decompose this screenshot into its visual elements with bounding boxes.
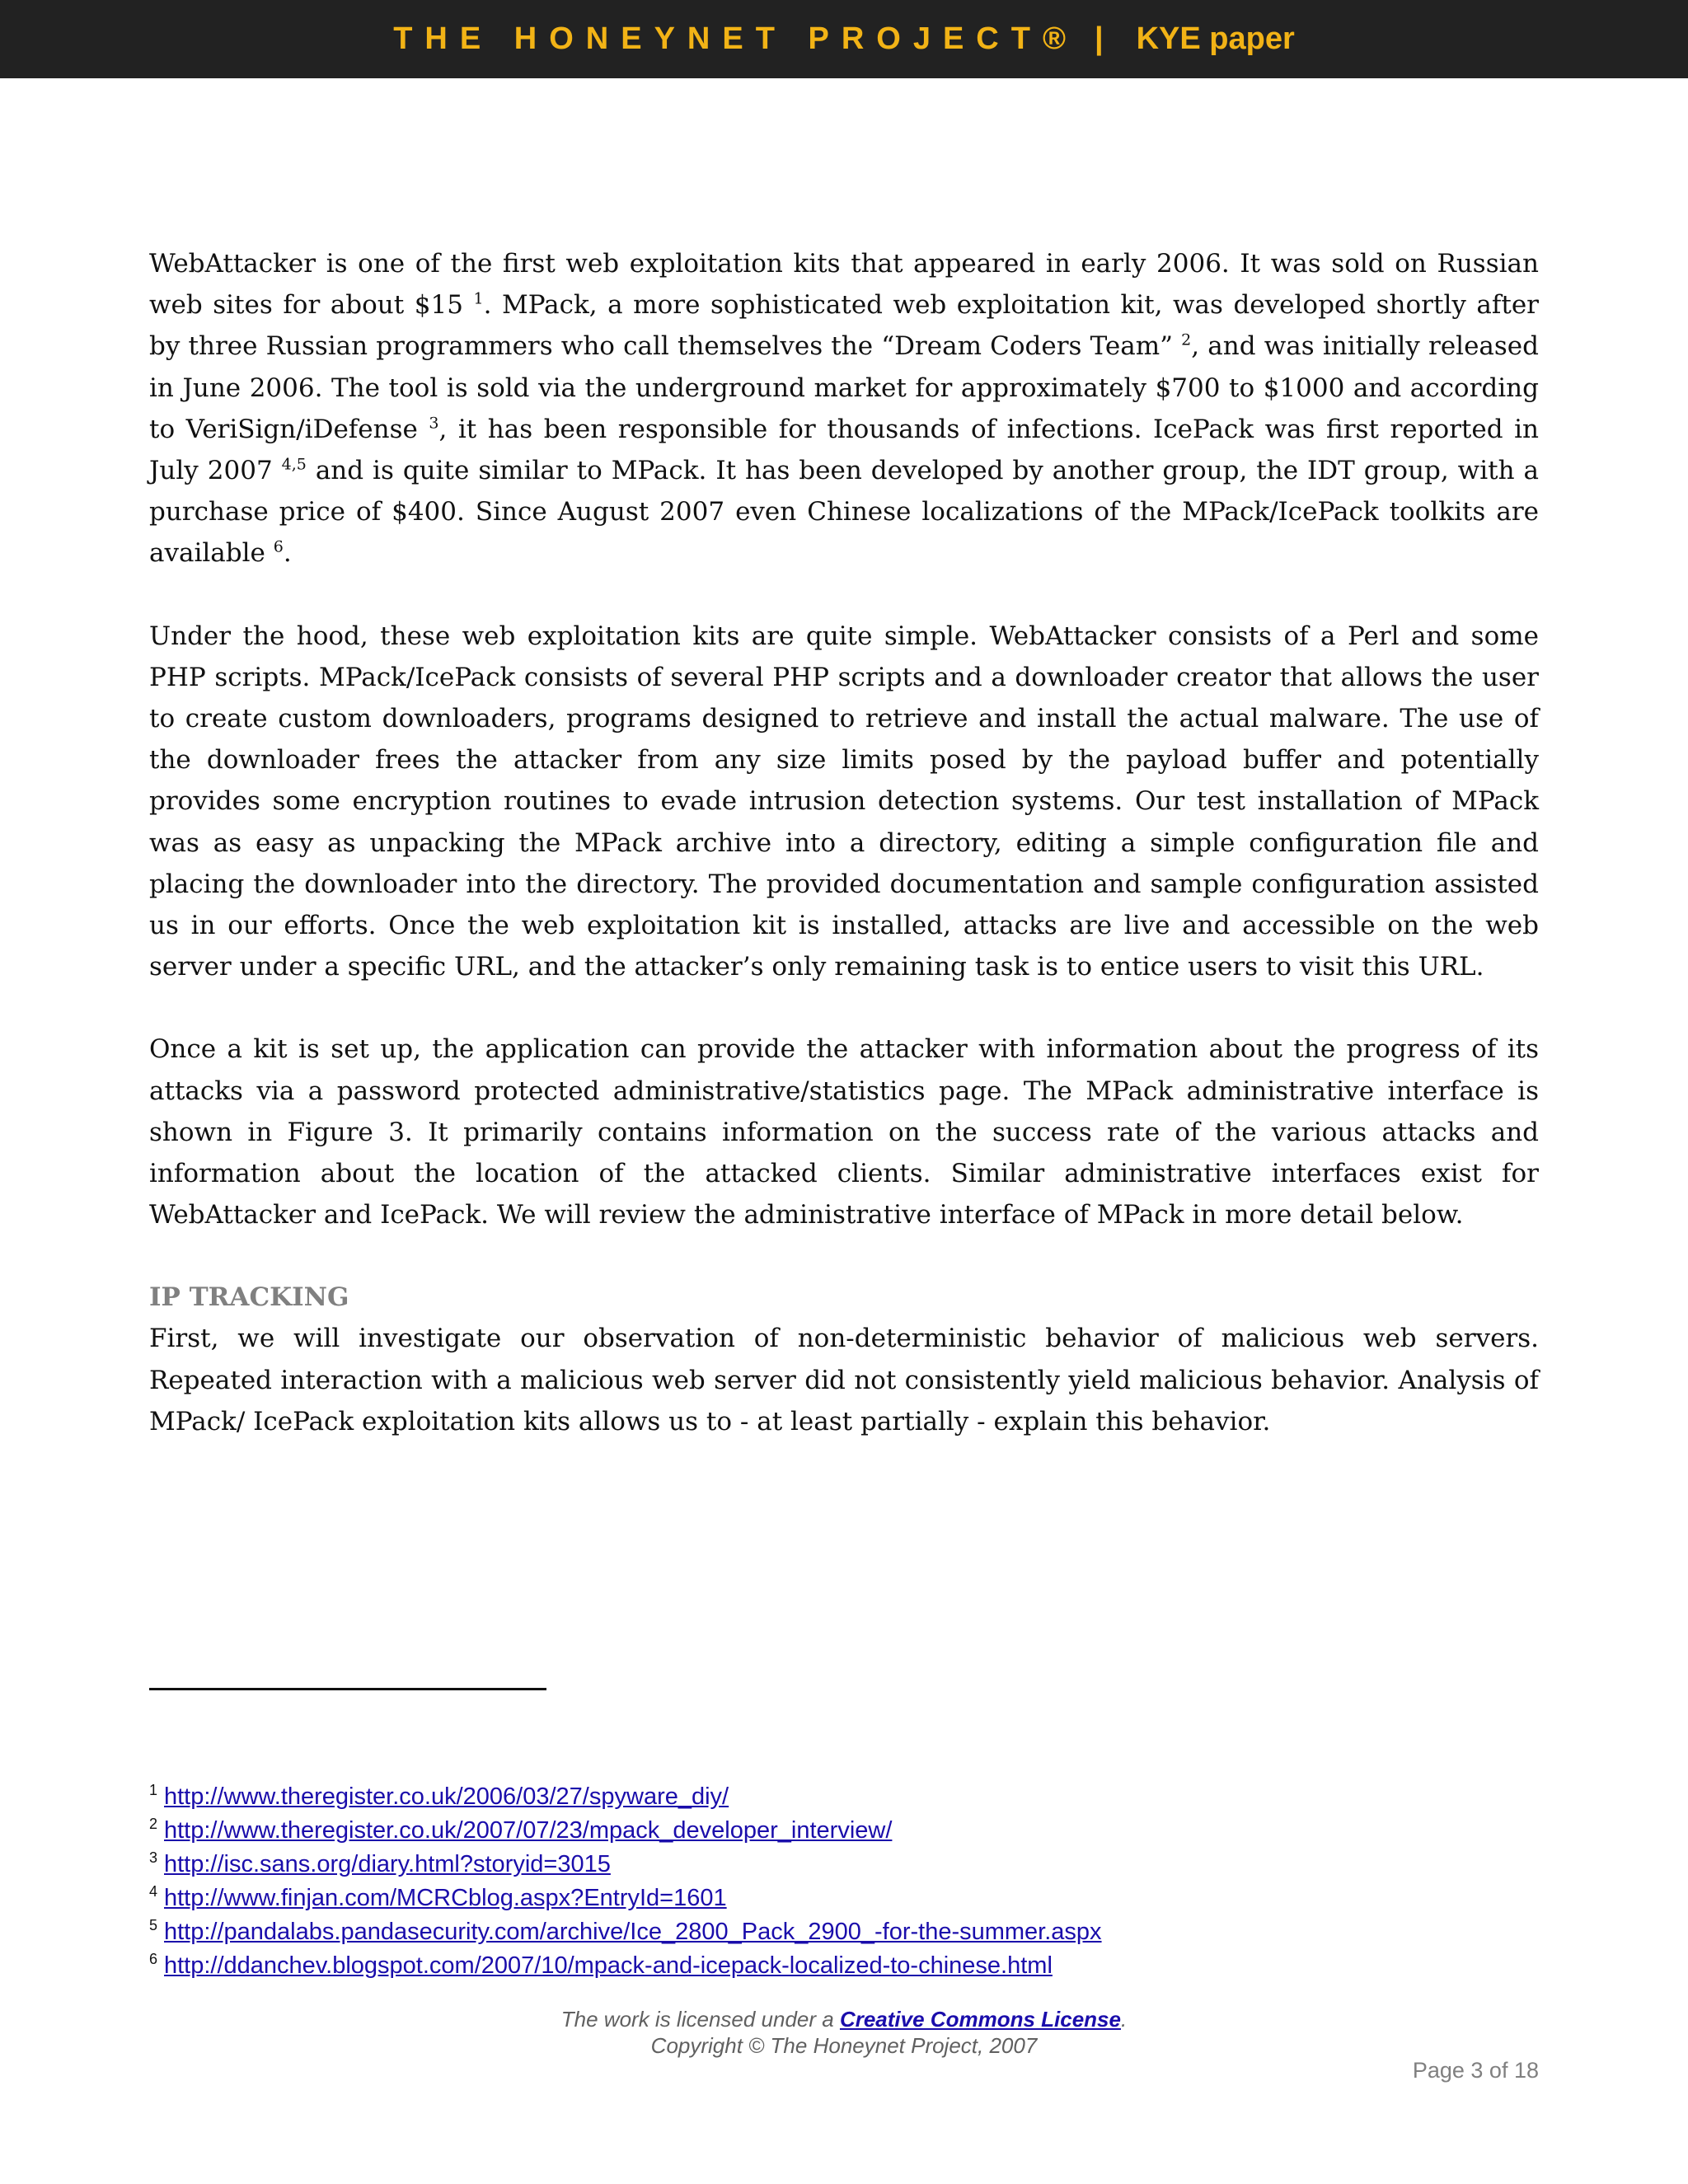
paragraph-text: . MPack, a more sophisticated web exploitation kit, was developed shortly after by three Russian programmers who call themselves the “Dream Coders Team” — [149, 290, 1539, 362]
footnote-list — [149, 1780, 1550, 1983]
license-line — [0, 2006, 1688, 2032]
footnote-item — [149, 1780, 1550, 1814]
footnote-ref-3[interactable]: 3 — [429, 414, 439, 433]
paragraph-intro — [149, 243, 1539, 574]
footnote-link[interactable]: http://www.theregister.co.uk/2007/07/23/mpack_developer_interview/ — [164, 1817, 893, 1844]
footnote-link[interactable]: http://isc.sans.org/diary.html?storyid=3015 — [164, 1851, 611, 1877]
copyright-line: Copyright © The Honeynet Project, 2007 — [650, 2033, 1038, 2058]
header-bar — [0, 0, 1688, 78]
header-separator: | — [1094, 21, 1104, 56]
main-content — [149, 243, 1539, 1483]
paragraph-text: WebAttacker is one of the first web exploitation kits that appeared in early 2006. It was sold on Russian web sites for about $15 — [149, 249, 1539, 321]
footnote-number: 1 — [149, 1782, 158, 1798]
footnote-number: 2 — [149, 1816, 158, 1832]
footnote-ref-2[interactable]: 2 — [1181, 331, 1192, 350]
footnote-link[interactable]: http://ddanchev.blogspot.com/2007/10/mpack-and-icepack-localized-to-chinese.html — [164, 1952, 1053, 1979]
header-title: THE HONEYNET PROJECT® — [393, 21, 1078, 56]
footnote-item — [149, 1949, 1550, 1983]
footnote-ref-6[interactable]: 6 — [273, 538, 284, 557]
footnote-divider — [149, 1688, 546, 1690]
license-suffix: . — [1120, 2007, 1128, 2032]
license-prefix: The work is licensed under a — [560, 2007, 840, 2032]
paragraph-ip-tracking: First, we will investigate our observation of non-deterministic behavior of malicious web servers. Repeated interaction with a malicious web server did not consistently yield malicious behavior. Analysis of MPack/ IcePack exploitation kits allows us to - at least partially - explain this behavior. — [149, 1324, 1539, 1436]
footnote-item — [149, 1848, 1550, 1882]
footnote-item — [149, 1814, 1550, 1848]
paragraph-text: . — [283, 538, 292, 569]
page-number: Page 3 of 18 — [1412, 2058, 1539, 2083]
footnote-item — [149, 1882, 1550, 1915]
footnote-ref-1[interactable]: 1 — [473, 289, 484, 308]
paragraph-admin-interface: Once a kit is set up, the application can provide the attacker with information about the progress of its attacks via a password protected administrative/statistics page. The MPack administrative interface is shown in Figure 3. It primarily contains information on the success rate of the various attacks and information about the location of the attacked clients. Similar administrative interfaces exist for WebAttacker and IcePack. We will review the administrative interface of MPack in more detail below. — [149, 1034, 1539, 1230]
footnote-link[interactable]: http://pandalabs.pandasecurity.com/archive/Ice_2800_Pack_2900_-for-the-summer.aspx — [164, 1919, 1102, 1945]
footnote-number: 6 — [149, 1951, 158, 1967]
footnote-number: 4 — [149, 1883, 158, 1900]
footnote-ref-separator: , — [291, 455, 297, 474]
footnote-link[interactable]: http://www.finjan.com/MCRCblog.aspx?EntryId=1601 — [164, 1885, 727, 1911]
footnote-link[interactable]: http://www.theregister.co.uk/2006/03/27/spyware_diy/ — [164, 1783, 729, 1810]
paragraph-text: , and was initially released in June 2006. The tool is sold via the underground market for approximately $700 to $1000 and according to VeriSign/iDefense — [149, 331, 1540, 444]
paragraph-under-the-hood: Under the hood, these web exploitation kits are quite simple. WebAttacker consists of a Perl and some PHP scripts. MPack/IcePack consists of several PHP scripts and a downloader creator that allows the user to create custom downloaders, programs designed to retrieve and install the actual malware. The use of the downloader frees the attacker from any size limits posed by the payload buffer and potentially provides some encryption routines to evade intrusion detection systems. Our test installation of MPack was as easy as unpacking the MPack archive into a directory, editing a simple configuration file and placing the downloader into the directory. The provided documentation and sample configuration assisted us in our efforts. Once the web exploitation kit is installed, attacks are live and accessible on the web server under a specific URL, and the attacker’s only remaining task is to entice users to visit this URL. — [149, 621, 1539, 982]
footnote-ref-4[interactable]: 4 — [281, 455, 292, 474]
header-subtitle: KYE paper — [1136, 21, 1295, 56]
footnote-number: 5 — [149, 1917, 158, 1933]
footnote-item — [149, 1915, 1550, 1949]
paragraph-text: , it has been responsible for thousands of infections. IcePack was first reported in July 2007 — [149, 414, 1539, 486]
section-heading-ip-tracking: IP TRACKING — [149, 1282, 349, 1313]
license-block — [0, 2006, 1688, 2059]
footnote-ref-5[interactable]: 5 — [296, 455, 307, 474]
paragraph-text: and is quite similar to MPack. It has been developed by another group, the IDT group, with a purchase price of $400. Since August 2007 even Chinese localizations of the MPack/IcePack toolkits are available — [149, 456, 1539, 569]
license-link[interactable]: Creative Commons License — [839, 2007, 1121, 2032]
footnote-number: 3 — [149, 1849, 158, 1866]
